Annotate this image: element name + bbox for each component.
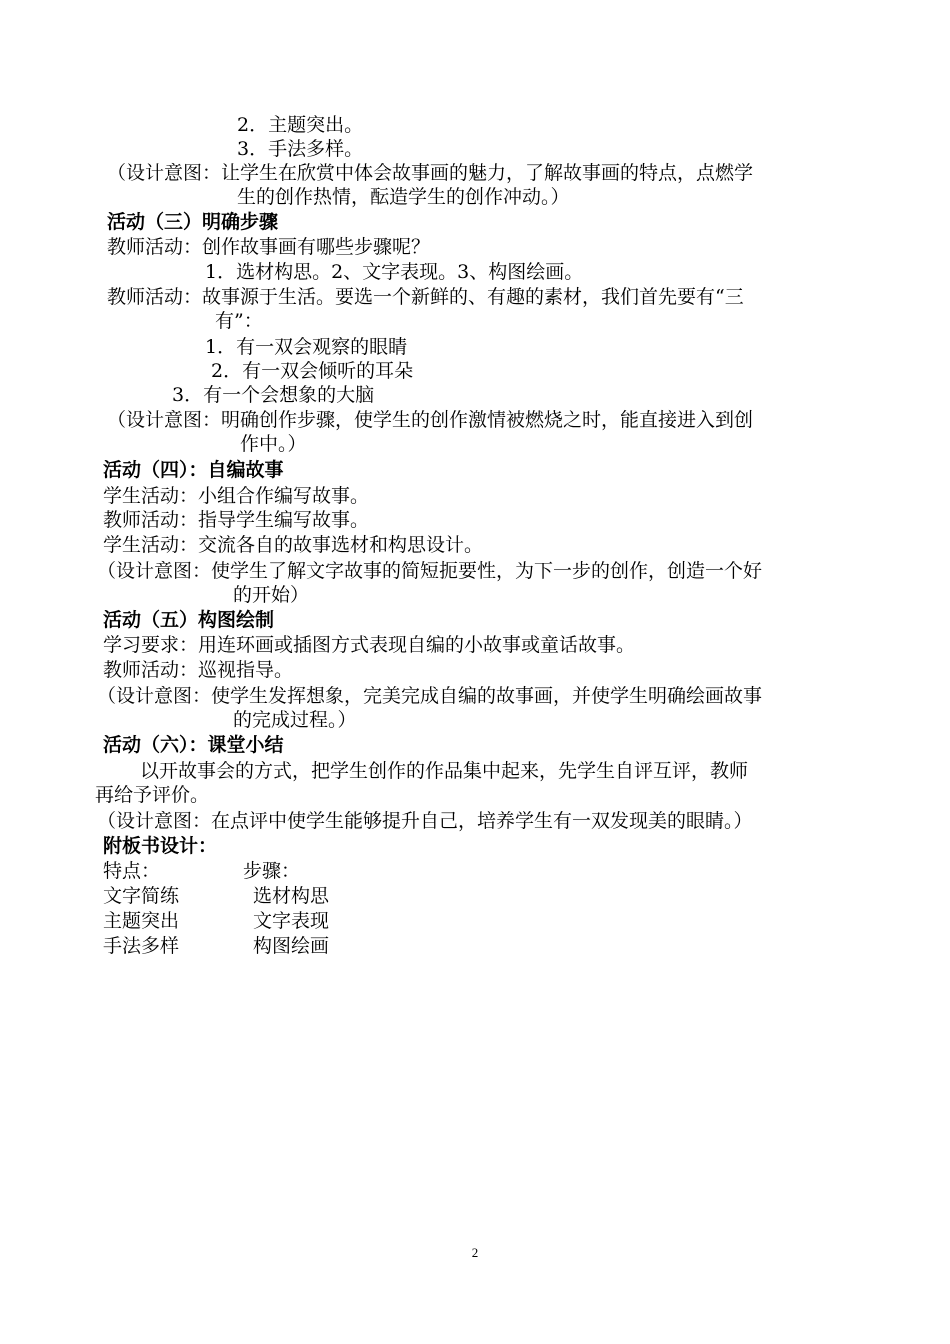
text-line: 教师活动：故事源于生活。要选一个新鲜的、有趣的素材，我们首先要有“三 (107, 286, 744, 308)
page-number: 2 (471, 1245, 479, 1260)
list-item: 2．有一双会倾听的耳朵 (211, 360, 414, 382)
text-line: 学生活动：小组合作编写故事。 (103, 485, 370, 507)
list-item: 1．有一双会观察的眼睛 (205, 336, 408, 358)
board-step-item: 选材构思 (253, 885, 330, 907)
board-feature-item: 文字简练 (103, 885, 180, 907)
board-feature-header: 特点： (103, 860, 161, 882)
board-step-item: 构图绘画 (253, 935, 330, 957)
text-line: 教师活动：创作故事画有哪些步骤呢？ (107, 236, 431, 258)
design-intent: （设计意图：使学生发挥想象，完美完成自编的故事画，并使学生明确绘画故事 (97, 685, 763, 707)
design-intent-cont: 作中。） (240, 433, 307, 455)
design-intent: （设计意图：在点评中使学生能够提升自己，培养学生有一双发现美的眼睛。） (97, 810, 753, 832)
section-heading: 活动（五）构图绘制 (103, 609, 275, 631)
text-line: 教师活动：巡视指导。 (103, 659, 294, 681)
text-line: 学生活动：交流各自的故事选材和构思设计。 (103, 534, 484, 556)
section-heading: 活动（四）：自编故事 (103, 459, 284, 481)
text-line: 3．手法多样。 (237, 138, 364, 160)
text-line: 学习要求：用连环画或插图方式表现自编的小故事或童话故事。 (103, 634, 636, 656)
board-feature-item: 主题突出 (103, 910, 180, 932)
board-steps-header: 步骤： (243, 860, 301, 882)
paragraph: 以开故事会的方式，把学生创作的作品集中起来，先学生自评互评，教师 (140, 760, 749, 782)
text-line: 2．主题突出。 (237, 114, 364, 136)
text-line: 1．选材构思。2、文字表现。3、构图绘画。 (205, 261, 584, 283)
board-feature-item: 手法多样 (103, 935, 180, 957)
list-item: 3．有一个会想象的大脑 (172, 384, 375, 406)
board-step-item: 文字表现 (253, 910, 330, 932)
section-heading: 活动（六）：课堂小结 (103, 734, 284, 756)
text-line: 有”： (215, 310, 263, 332)
design-intent-cont: 生的创作热情，酝造学生的创作冲动。） (237, 186, 570, 208)
design-intent: （设计意图：让学生在欣赏中体会故事画的魅力，了解故事画的特点，点燃学 (107, 162, 754, 184)
design-intent: （设计意图：明确创作步骤，使学生的创作激情被燃烧之时，能直接进入到创 (107, 409, 754, 431)
section-heading: 活动（三）明确步骤 (107, 211, 279, 233)
section-heading: 附板书设计： (103, 835, 218, 857)
design-intent-cont: 的完成过程。） (233, 709, 357, 731)
text-line: 教师活动：指导学生编写故事。 (103, 509, 370, 531)
paragraph-cont: 再给予评价。 (95, 784, 210, 806)
design-intent: （设计意图：使学生了解文字故事的简短扼要性，为下一步的创作，创造一个好 (97, 560, 763, 582)
design-intent-cont: 的开始） (233, 584, 310, 606)
